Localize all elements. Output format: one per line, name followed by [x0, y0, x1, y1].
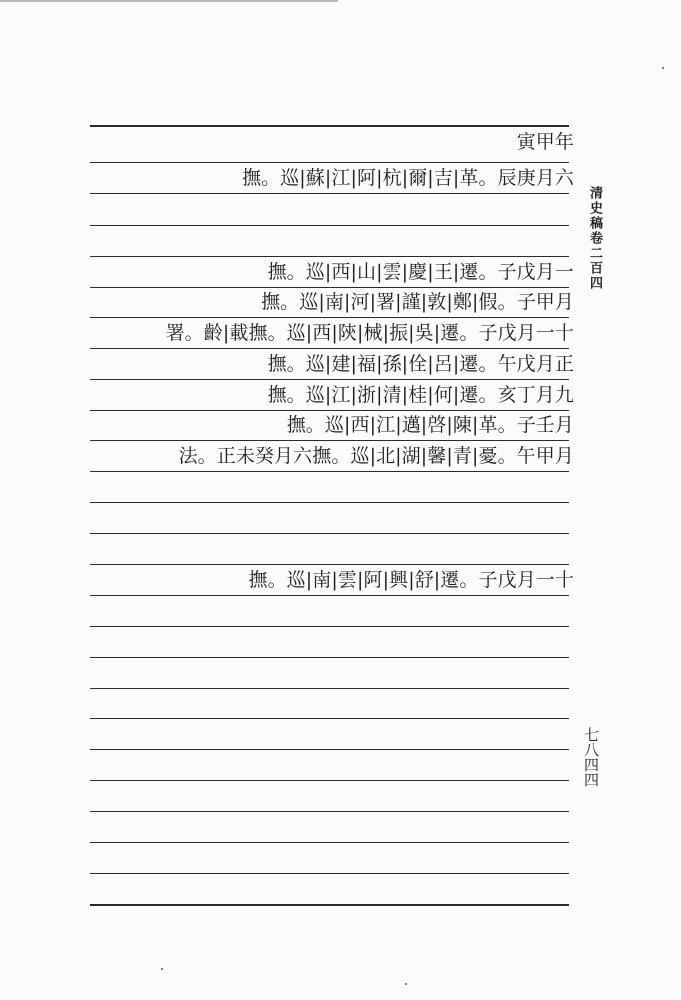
- table-row: 撫。巡|江|浙|清|桂|何|遷。亥丁月九: [267, 384, 574, 406]
- table-rule: [90, 904, 569, 906]
- table-rule: [90, 287, 569, 288]
- table-row: [84, 506, 574, 530]
- table-row: 撫。巡|南|河|署|謹|敦|鄭|假。子甲月: [261, 291, 574, 313]
- table-row: 法。正未癸月六撫。巡|北|湖|馨|青|憂。午甲月: [178, 445, 574, 467]
- page-number: 七八四四: [582, 727, 600, 787]
- table-row: [84, 722, 574, 746]
- table-rule: [90, 471, 569, 472]
- table-rule: [90, 440, 569, 441]
- table-rule: [90, 317, 569, 318]
- table-row: [84, 630, 574, 654]
- table-rule: [90, 657, 569, 658]
- table-rule: [90, 749, 569, 750]
- table-rule: [90, 780, 569, 781]
- table-rule: [90, 626, 569, 627]
- table-rule: [90, 125, 569, 127]
- table-rule: [90, 811, 569, 812]
- table-rule: [90, 533, 569, 534]
- table-row: 署。齡|載撫。巡|西|陝|械|振|吳|遷。子戊月一十: [165, 322, 574, 344]
- table-row: [84, 877, 574, 901]
- table-rule: [90, 842, 569, 843]
- table-rule: [90, 193, 569, 194]
- table-rule: [90, 410, 569, 411]
- table-rule: [90, 502, 569, 503]
- table-row: [84, 753, 574, 777]
- table-row: 撫。巡|西|江|邁|啓|陳|革。子壬月: [286, 414, 574, 436]
- table-rule: [90, 225, 569, 226]
- table-row: 撫。巡|蘇|江|阿|杭|爾|吉|革。辰庚月六: [241, 167, 574, 189]
- table-row: [84, 692, 574, 716]
- running-title: 清史稿卷二百四: [587, 186, 602, 291]
- table-rule: [90, 256, 569, 257]
- table-rule: [90, 348, 569, 349]
- scan-speck: [405, 983, 407, 985]
- table-row: [84, 784, 574, 808]
- table-rule: [90, 595, 569, 596]
- scan-speck: [161, 968, 163, 970]
- table-row: [84, 229, 574, 253]
- table-rule: [90, 162, 569, 163]
- table-row: [84, 197, 574, 221]
- table-row: [84, 475, 574, 499]
- header-row: 寅甲年: [516, 131, 574, 153]
- table-row: [84, 815, 574, 839]
- table-rule: [90, 688, 569, 689]
- table-rule: [90, 379, 569, 380]
- table-row: 撫。巡|西|山|雲|慶|王|遷。子戊月一: [267, 261, 574, 283]
- table-row: 撫。巡|建|福|孫|佺|呂|遷。午戊月正: [267, 353, 574, 375]
- table-row: [84, 846, 574, 870]
- table-rule: [90, 564, 569, 565]
- scan-speck: [662, 67, 664, 69]
- table-row: [84, 661, 574, 685]
- table-row: [84, 599, 574, 623]
- scan-edge-mark: [0, 0, 338, 2]
- table-rule: [90, 718, 569, 719]
- table-row: 撫。巡|南|雲|阿|興|舒|遷。子戊月一十: [248, 569, 574, 591]
- table-rule: [90, 873, 569, 874]
